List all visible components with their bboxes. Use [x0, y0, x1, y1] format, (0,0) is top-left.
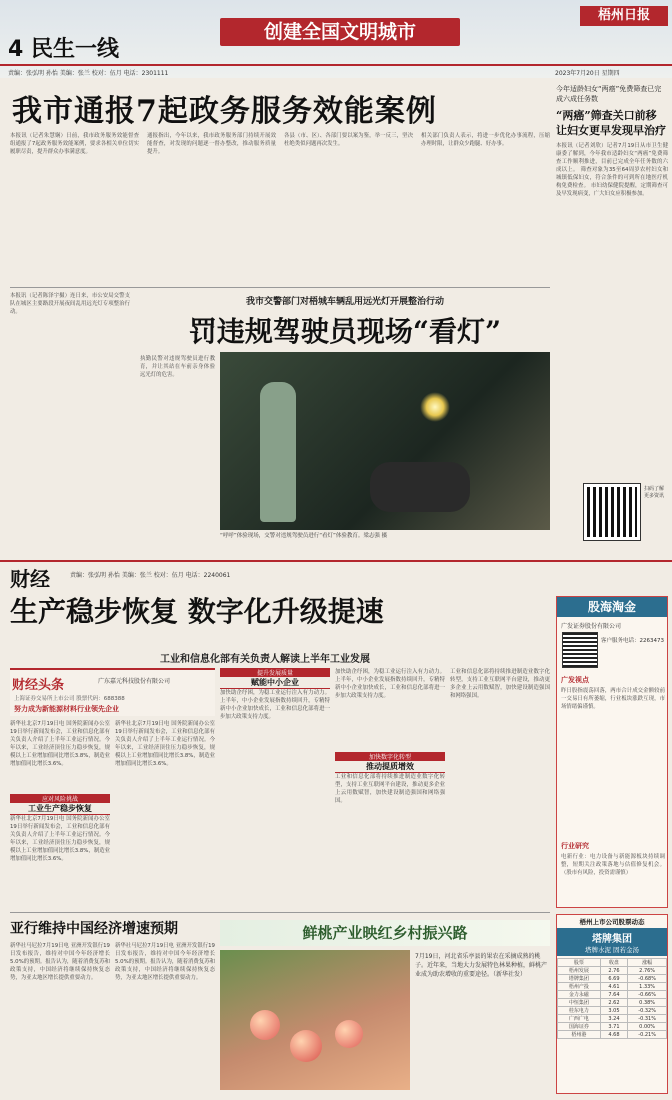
stock-close: 2.62	[600, 999, 628, 1007]
stock-sponsor: 广发证券股份有限公司	[561, 623, 622, 630]
divider	[10, 912, 550, 913]
finance-subhead: 工业和信息化部有关负责人解读上半年工业发展	[160, 654, 370, 665]
section-tag: 提升发展质量	[220, 668, 330, 677]
qr-code[interactable]	[584, 484, 640, 540]
police-photo-caption: “呼呼”体验现场，交警对违规驾驶员进行“看灯”体验教育。梁志强 摄	[220, 533, 388, 539]
police-photo	[220, 352, 550, 530]
campaign-title: 创建全国文明城市	[263, 21, 416, 43]
stock-change: 2.76%	[628, 967, 667, 975]
side-body	[556, 142, 668, 477]
finance-section-title: 财经	[10, 567, 50, 591]
stock-close: 6.69	[600, 975, 628, 983]
finance-col-5: 工业和信息化部将持续推进制造业数字化转型，支持工业互联网平台建设，推动更多企业上云用数赋智，加快建设制造强国和网络强国。	[450, 669, 550, 699]
stock-box-title: 股海淘金	[557, 597, 667, 617]
finance-col-4	[335, 668, 445, 883]
stock-close: 2.76	[600, 967, 628, 975]
header-rule	[0, 64, 672, 66]
table-header-row	[558, 959, 667, 967]
stock-close: 4.68	[600, 1031, 628, 1039]
village-photo	[220, 950, 410, 1090]
stock-name: 塔牌集团	[558, 975, 601, 983]
stock-change: -0.21%	[628, 1031, 667, 1039]
side-body-para: 本报讯（记者刘欣）记者7月19日从市卫生健康委了解到，今年我市适龄妇女“两癌”免费筛查工作顺利推进，目前已完成全年任务数的六成以上。	[556, 143, 668, 173]
stock-change: -0.31%	[628, 1015, 667, 1023]
stock-close: 7.64	[600, 991, 628, 999]
stock-sector-body: 电新行业：电力设备与新能源板块持续调整，短期关注政策落地与估值修复机会。（股市有风险，投资需谨慎）	[561, 854, 665, 876]
stock-name: 国海证券	[558, 1023, 601, 1031]
china-headline: 亚行维持中国经济增速预期	[10, 921, 178, 937]
stock-close: 3.24	[600, 1015, 628, 1023]
listed-title: 梧州上市公司股票动态	[579, 918, 645, 926]
table-header: 股票	[558, 959, 601, 967]
stock-change: 0.00%	[628, 1023, 667, 1031]
banner-sponsor: 广东嘉元科技股份有限公司	[98, 678, 171, 685]
stock-change: -0.66%	[628, 991, 667, 999]
table-row	[558, 967, 667, 975]
main-body-col: 通报指出，今年以来，我市政务服务部门持续开展效能督查，对发现的问题逐一督办整改，推动服务质量提升。	[147, 133, 276, 155]
table-row	[558, 1015, 667, 1023]
finance-headline: 生产稳步恢复 数字化升级提速	[10, 595, 384, 628]
section-title: 赋能中小企业	[220, 677, 330, 689]
banner-title: 财经头条	[12, 678, 65, 693]
side-headline: “两癌”筛查关口前移 让妇女更早发现早治疗	[556, 109, 666, 137]
paper-name: 梧州日报	[597, 8, 650, 23]
finance-col-2: 新华社北京7月19日电 国务院新闻办公室19日举行新闻发布会，工业和信息化部有关负责人介绍了上半年工业运行情况。今年以来，工业经济顶住压力稳步恢复，规模以上工业增加值同比增长3.8%，制造业增加值同比增长3.6%。	[115, 721, 215, 767]
side-body-para: 市妇幼保健院提醒，定期筛查可及早发现病变，广大妇女应积极参加。	[556, 183, 668, 197]
banner-text: 上海证券交易所上市公司 股票代码：688388	[14, 696, 125, 702]
main-headline: 我市通报7起政务服务效能案例	[12, 94, 437, 129]
section-title: 推动提质增效	[335, 761, 445, 773]
village-headline: 鲜桃产业映红乡村振兴路	[302, 924, 468, 942]
stock-name: 梧州产投	[558, 983, 601, 991]
main-body-col: 相关部门负责人表示，将进一步优化办事流程，压缩办理时限，让群众少跑腿、好办事。	[421, 133, 550, 147]
police-headline: 罚违规驾驶员现场“看灯”	[188, 315, 502, 348]
main-body-col: 各县（市、区）、各部门要以案为鉴，举一反三，坚决杜绝类似问题再次发生。	[284, 133, 413, 147]
finance-credits: 责编：张弘明 孙怡 美编：张兰 校对：伍月 电话：2240061	[70, 572, 231, 579]
banner-slogan: 努力成为新能源材料行业领先企业	[14, 705, 119, 713]
section-tag: 应对风险挑战	[10, 794, 110, 803]
finance-col-3	[220, 668, 330, 899]
police-lead-text: 本报讯（记者陈泽宇摄）连日来，市公安局交警支队在城区主要路段开展夜间乱用远光灯专项整治行动。	[10, 293, 130, 315]
section-rule	[0, 560, 672, 562]
main-body-col: 本报讯（记者朱慧娴）日前，我市政务服务效能督查组通报了7起政务服务效能案例，要求各相关单位切实履职尽责，提升群众办事满意度。	[10, 133, 139, 155]
stock-change: -0.68%	[628, 975, 667, 983]
peach	[290, 1030, 322, 1062]
china-body: 新华社马尼拉7月19日电 亚洲开发银行19日发布报告，维持对中国今年经济增长5.0%的预期。报告认为，随着消费复苏和政策支持，中国经济将继续保持恢复态势，为亚太地区增长提供重要动力。	[10, 943, 110, 981]
table-header: 涨幅	[628, 959, 667, 967]
paper-logo	[580, 6, 668, 26]
table-header: 收盘	[600, 959, 628, 967]
stock-change: -0.32%	[628, 1007, 667, 1015]
side-kicker: 今年适龄妇女“两癌”免费筛查已完成六成任务数	[556, 85, 662, 103]
stock-name: 中恒集团	[558, 999, 601, 1007]
stock-name: 桂东电力	[558, 1007, 601, 1015]
village-caption: 7月19日，河北省乐亭县的果农在采摘成熟的桃子。近年来，当地大力发展特色林果种植，鲜桃产业成为助农增收的重要途径。（新华社发）	[415, 953, 548, 978]
peach	[250, 1010, 280, 1040]
street-light	[420, 392, 450, 422]
page-header	[0, 0, 672, 78]
stock-close: 4.61	[600, 983, 628, 991]
china-body-2: 新华社马尼拉7月19日电 亚洲开发银行19日发布报告，维持对中国今年经济增长5.0%的预期。报告认为，随着消费复苏和政策支持，中国经济将继续保持恢复态势，为亚太地区增长提供重要动力。	[115, 943, 215, 981]
stock-close: 3.05	[600, 1007, 628, 1015]
stock-close: 3.71	[600, 1023, 628, 1031]
divider	[10, 287, 550, 288]
table-row	[558, 975, 667, 983]
finance-body: 加快助企纾困，为稳工业运行注入有力动力。上半年，中小企业发展指数持续回升，专精特新中小企业加快成长，工业和信息化部将进一步加大政策支持力度。	[335, 669, 445, 699]
table-row	[558, 1007, 667, 1015]
finance-body: 工业和信息化部将持续推进制造业数字化转型，支持工业互联网平台建设，推动更多企业上云用数赋智，加快建设制造强国和网络强国。	[335, 774, 445, 804]
table-row	[558, 999, 667, 1007]
stock-change: 1.33%	[628, 983, 667, 991]
table-row	[558, 991, 667, 999]
stock-name: 金力永磁	[558, 991, 601, 999]
finance-lead: 新华社北京7月19日电 国务院新闻办公室19日举行新闻发布会，工业和信息化部有关负责人介绍了上半年工业运行情况。今年以来，工业经济顶住压力稳步恢复，规模以上工业增加值同比增长3.8%，制造业增加值同比增长3.6%。	[10, 721, 110, 767]
stock-name: 广西广电	[558, 1015, 601, 1023]
motorcycle	[370, 462, 470, 512]
peach	[335, 1020, 363, 1048]
table-row	[558, 1023, 667, 1031]
stock-news-title: 广发视点	[561, 676, 589, 684]
stock-news-body: 昨日股指震荡回落，两市合计成交金额较前一交易日有所萎缩，行业板块涨跌互现，市场情绪偏谨慎。	[561, 688, 665, 710]
table-row	[558, 983, 667, 991]
sponsor-name: 塔牌集团	[592, 934, 632, 945]
stock-change: 0.38%	[628, 999, 667, 1007]
police-body: 执勤民警对违规驾驶员进行教育，并让其站在车前亲身体验远光灯的危害。	[140, 356, 215, 378]
main-body	[10, 132, 550, 282]
stock-name: 梧州港	[558, 1031, 601, 1039]
page-label: 4 民生一线	[8, 37, 119, 62]
listed-companies-box	[556, 914, 668, 1094]
stock-qr[interactable]	[563, 633, 597, 667]
officer-figure	[260, 382, 296, 522]
qr-caption: 扫码了解更多资讯	[644, 486, 665, 499]
stock-box	[556, 596, 668, 908]
finance-body: 加快助企纾困，为稳工业运行注入有力动力。上半年，中小企业发展指数持续回升，专精特新中小企业加快成长，工业和信息化部将进一步加大政策支持力度。	[220, 690, 330, 720]
campaign-banner	[220, 18, 460, 46]
section-tag: 加快数字化转型	[335, 752, 445, 761]
sponsor-banner	[557, 928, 667, 956]
header-date: 2023年7月20日 星期四	[555, 70, 620, 77]
finance-banner	[10, 668, 215, 716]
finance-body: 新华社北京7月19日电 国务院新闻办公室19日举行新闻发布会，工业和信息化部有关负责人介绍了上半年工业运行情况。今年以来，工业经济顶住压力稳步恢复，规模以上工业增加值同比增长3.8%，制造业增加值同比增长3.6%。	[10, 816, 110, 862]
police-kicker: 我市交警部门对梧城车辆乱用远光灯开展整治行动	[245, 297, 444, 307]
village-banner	[220, 920, 550, 946]
stock-name: 梧州发展	[558, 967, 601, 975]
stock-phone: 客户服务电话：2263473	[601, 638, 664, 644]
side-body-para: 筛查对象为35至64周岁农村妇女和城镇低保妇女，符合条件的可到所在地医疗机构免费检查。	[556, 167, 668, 189]
section-title: 工业生产稳步恢复	[10, 803, 110, 815]
header-credits: 责编：张弘明 孙怡 美编：张兰 校对：伍月 电话：2301111	[8, 70, 169, 77]
finance-col-1	[10, 720, 110, 862]
stock-table	[557, 958, 667, 1039]
sponsor-slogan: 塔牌水泥 固若金汤	[584, 946, 640, 954]
table-row	[558, 1031, 667, 1039]
stock-sector-title: 行业研究	[561, 842, 589, 850]
